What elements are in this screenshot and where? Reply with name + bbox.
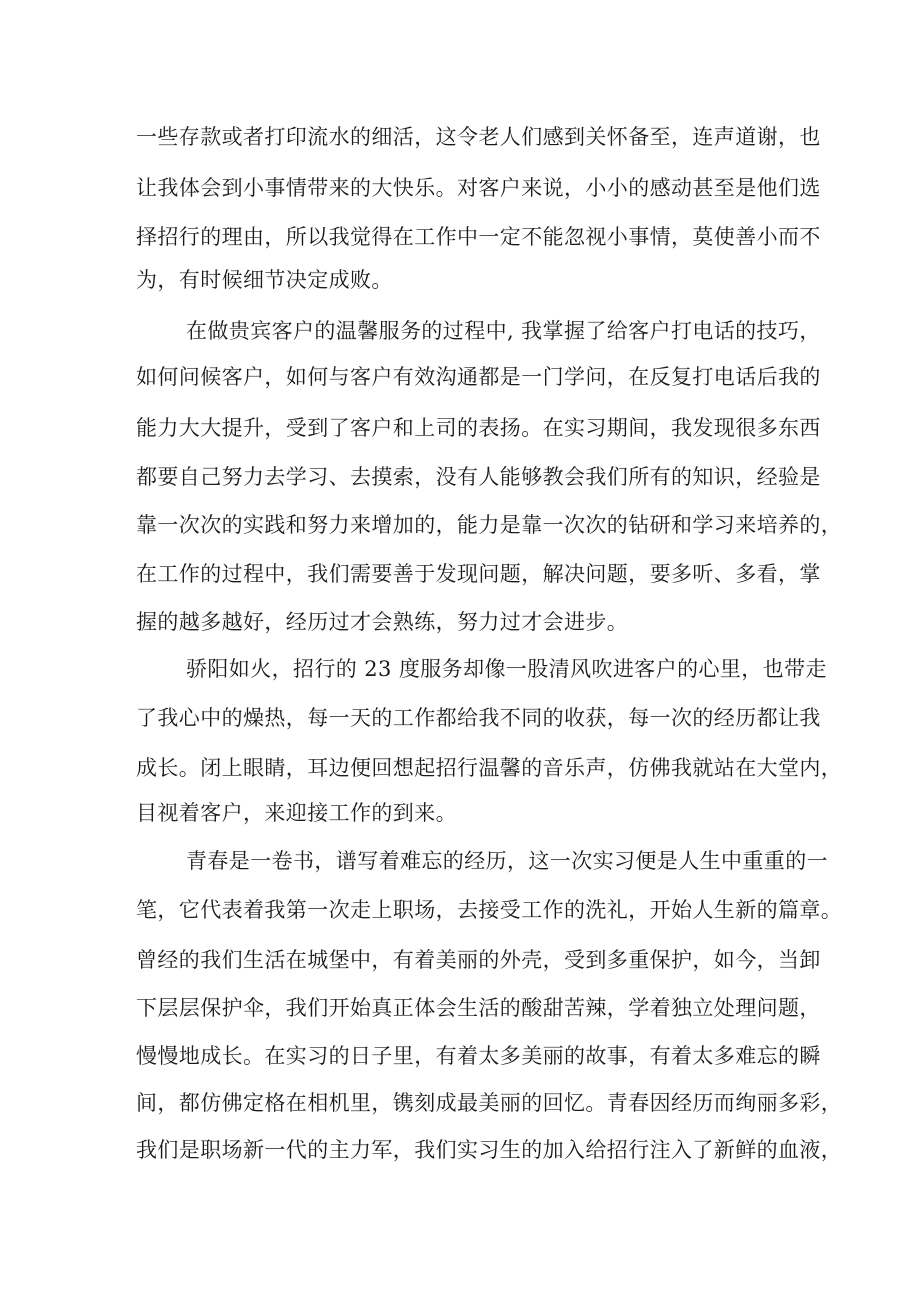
text-line: 慢慢地成长。在实习的日子里，有着太多美丽的故事，有着太多难忘的瞬 bbox=[136, 1044, 821, 1068]
text-line: 我们是职场新一代的主力军，我们实习生的加入给招行注入了新鲜的血液， bbox=[136, 1138, 843, 1162]
text-line: 握的越多越好，经历过才会熟练，努力过才会进步。 bbox=[136, 610, 629, 634]
text-line: 在工作的过程中，我们需要善于发现问题，解决问题，要多听、多看，掌 bbox=[136, 562, 821, 586]
text-line: 都要自己努力去学习、去摸索，没有人能够教会我们所有的知识，经验是 bbox=[136, 465, 821, 489]
text-line: 间，都仿佛定格在相机里，镌刻成最美丽的回忆。青春因经历而绚丽多彩， bbox=[136, 1091, 843, 1115]
text-line: 靠一次次的实践和努力来增加的，能力是靠一次次的钻研和学习来培养的， bbox=[136, 513, 843, 537]
text-line: 骄阳如火，招行的 23 度服务却像一股清风吹进客户的心里，也带走 bbox=[186, 657, 827, 681]
text-line: 成长。闭上眼睛，耳边便回想起招行温馨的音乐声，仿佛我就站在大堂内， bbox=[136, 756, 843, 780]
text-line: 目视着客户，来迎接工作的到来。 bbox=[136, 801, 457, 825]
text-line: 了我心中的燥热，每一天的工作都给我不同的收获，每一次的经历都让我 bbox=[136, 706, 821, 730]
text-line: 为，有时候细节决定成败。 bbox=[136, 268, 393, 292]
text-line: 笔，它代表着我第一次走上职场，去接受工作的洗礼，开始人生新的篇章。 bbox=[136, 898, 843, 922]
text-line: 曾经的我们生活在城堡中，有着美丽的外壳，受到多重保护，如今，当卸 bbox=[136, 948, 821, 972]
text-line: 青春是一卷书，谱写着难忘的经历，这一次实习便是人生中重重的一 bbox=[186, 849, 828, 873]
text-line: 一些存款或者打印流水的细活，这令老人们感到关怀备至，连声道谢，也 bbox=[136, 125, 821, 149]
text-line: 如何问候客户，如何与客户有效沟通都是一门学问，在反复打电话后我的 bbox=[136, 365, 821, 389]
text-line: 在做贵宾客户的温馨服务的过程中, 我掌握了给客户打电话的技巧， bbox=[186, 319, 821, 343]
text-line: 择招行的理由，所以我觉得在工作中一定不能忽视小事情，莫使善小而不 bbox=[136, 225, 821, 249]
text-line: 让我体会到小事情带来的大快乐。对客户来说，小小的感动甚至是他们选 bbox=[136, 176, 821, 200]
text-line: 下层层保护伞，我们开始真正体会生活的酸甜苦辣，学着独立处理问题， bbox=[136, 996, 821, 1020]
text-line: 能力大大提升，受到了客户和上司的表扬。在实习期间，我发现很多东西 bbox=[136, 416, 821, 440]
